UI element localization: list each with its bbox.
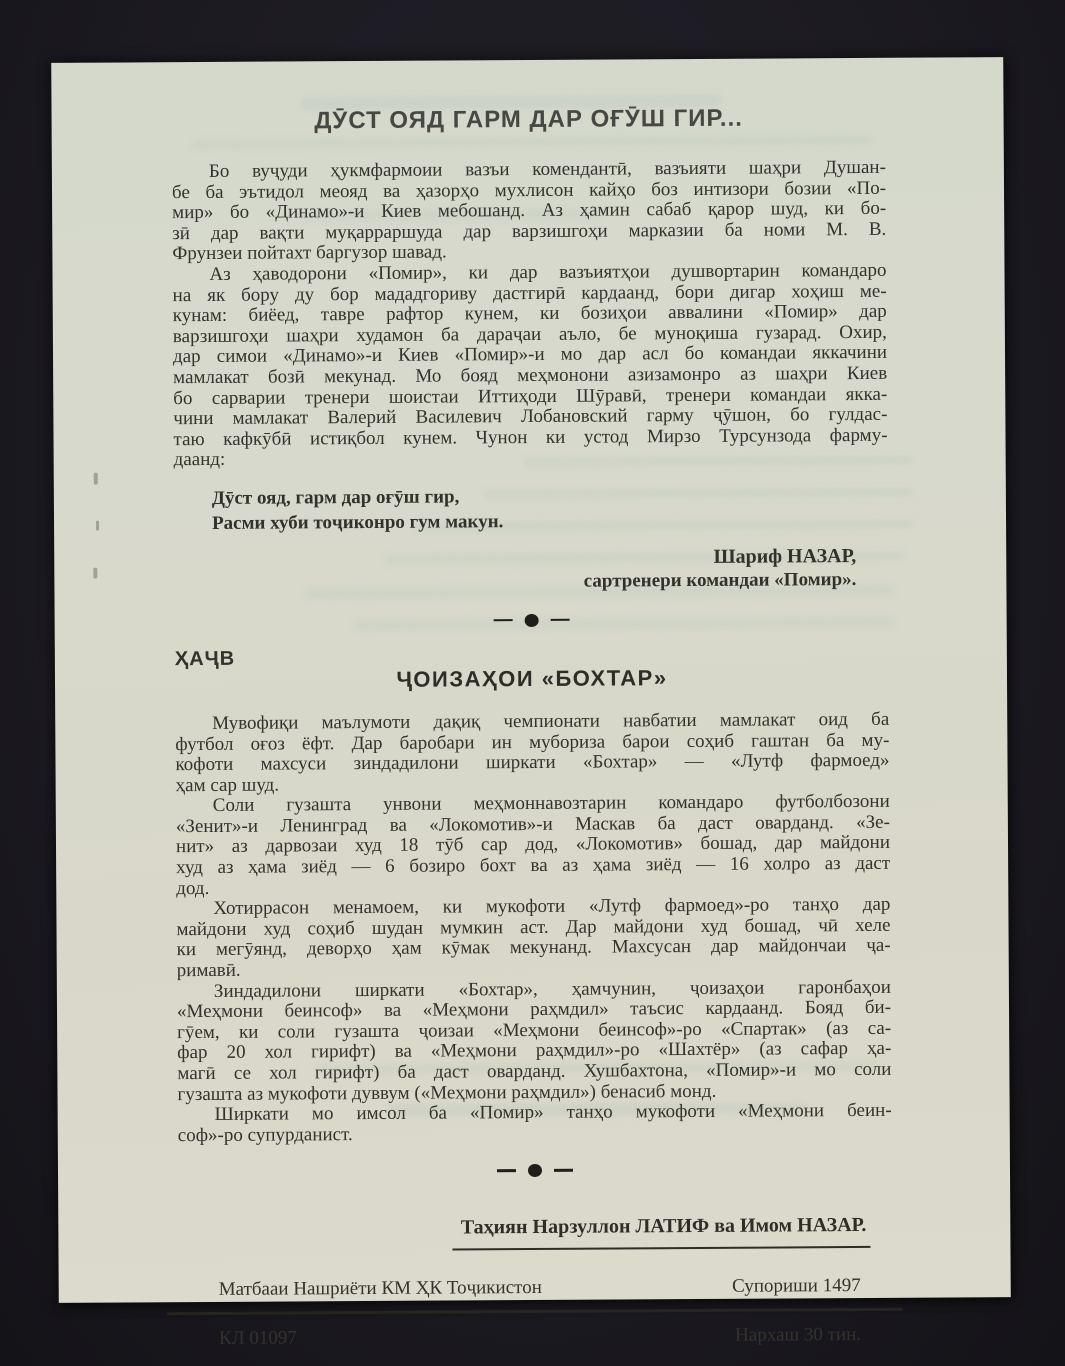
text-line: даанд: [173,449,226,471]
text-line: Мувофиқи маълумоти дақиқ чемпионати навбатии мамлакат оид ба [212,708,890,734]
article2-body [175,710,892,1147]
dash-ornament [551,619,570,622]
text-line: Аз ҳаводорони «Помир», ки дар вазъиятҳои душвортарин командаро [209,259,887,285]
page [51,57,1011,1350]
text-line: Соли гузашта унвони меҳмоннавозтарин командаро футболбозони [212,791,890,817]
price: Нархаш 30 тин. [735,1324,862,1347]
text-line: Бо вуҷуди ҳукмфармоии вазъи комендантӣ, вазъияти шаҳри Душан- [208,156,886,182]
text-line: гузашта аз мукофоти дуввум («Меҳмони раҳмдил») бенасиб монд. [177,1080,717,1105]
paragraph [176,792,891,899]
dash-ornament [554,1169,573,1172]
section-kicker: ҲАҶВ [174,647,236,671]
signature-role: сартренери командаи «Помир». [583,568,857,592]
text-line: худ аз ҳама зиёд — 6 бозиро бохт ва аз ҳама зиёд — 16 холро аз даст [176,852,891,879]
text-line: дар симои «Динамо»-и Киев «Помир»-и мо дар асл бо командаи яккачини [172,342,888,368]
text-line: зӣ дар вақти муқарраршуда дар варзишгоҳи марказии ба номи М. В. [172,218,887,244]
text-line: чини мамлакат Валерий Василевич Лобановский гарму ҷӯшон, бо гулдас- [173,403,888,430]
poem-line: Расми хуби тоҷиконро гум макун. [211,511,504,534]
text-line: магӣ се хол гирифт) ба даст оварданд. Хушбахтона, «Помир»-и мо соли [177,1058,892,1085]
byline-text: Таҳиян Нарзуллон ЛАТИФ ва Имом НАЗАР. [453,1214,871,1251]
text-line: дод. [176,877,210,899]
text-line: римавӣ. [176,959,241,982]
text-line: мамлакат бозӣ мекунад. Мо бояд меҳмонони азизамонро аз шаҳри Киев [173,362,888,389]
text-line: гӯем, ки соли гузашта ҷоизаи «Меҳмони беинсоф»-ро «Спартак» (аз са- [177,1017,892,1043]
dash-ornament [497,1169,516,1172]
poem-line: Дӯст ояд, гарм дар оғӯш гир, [211,486,460,509]
paragraph [176,895,890,982]
byline [178,1214,892,1252]
text-line: нит» аз дарвозаи худ 18 тӯб сар дод, «Локомотив» бошад, дар майдони [175,832,891,858]
dot-ornament [528,1164,542,1177]
paragraph [172,261,887,471]
text-line: мир» бо «Динамо»-и Киев мебошанд. Аз ҳамин сабаб қарор шуд, ки бо- [172,198,887,224]
article1-body [172,158,888,471]
text-line: фар 20 хол гирифт) ва «Меҳмони раҳмдил»-ро «Шахтёр» (аз сафар ҳа- [177,1038,892,1064]
text-line: таю кафкӯбӣ истиқбол кунем. Чунон ки устод Мирзо Турсунзода фарму- [173,424,888,450]
text-line: на як бору ду бор мададгориву дастгирӣ кардаанд, бори дигар хоҳиш ме- [172,280,887,306]
poem-couplet [212,482,888,536]
paragraph [172,158,887,265]
text-line: бе ба эътидол меояд ва ҳазорҳо мухлисон кайҳо боз интизори бозии «По- [171,177,887,203]
text-line: соф»-ро супурданист. [177,1123,353,1146]
paragraph [178,1101,892,1147]
text-line: футбол оғоз ёфт. Дар баробари ин мубориза барои соҳиб гаштан ба му- [175,729,890,755]
dot-ornament [525,613,539,626]
print-order-number: Супориши 1497 [732,1275,861,1298]
signature-block [174,544,888,596]
text-line: ки мегӯянд, деворҳо ҳам кӯмак мекунанд. Махсусан дар майдончаи ҷа- [176,935,891,961]
text-line: Фрунзеи пойтахт баргузор шавад. [172,241,447,265]
article2-title: ҶОИЗАҲОИ «БОХТАР» [396,665,668,692]
colophon [179,1274,893,1351]
text-line: «Меҳмони беинсоф» ва «Меҳмони раҳмдил» таъсис кардаанд. Бояд би- [176,997,892,1023]
colophon-rule [167,1308,903,1315]
page-content [51,57,1011,1352]
text-line: кунам: биёед, тавре рафтор кунем, ки бозиҳои аввалини «Помир» дар [172,300,887,327]
section-header [175,642,889,704]
ornament-divider [178,1158,892,1184]
text-line: Ширкати мо имсол ба «Помир» танҳо мукофоти «Меҳмони беин- [214,1099,892,1126]
text-line: кофоти махсуси зиндадилони ширкати «Бохтар» — «Лутф фармоед» [175,749,890,776]
article1-title: ДӮСТ ОЯД ГАРМ ДАР ОҒӮШ ГИР... [314,104,743,135]
paragraph [175,710,889,797]
text-line: бо сарварии тренери шоистаи Иттиҳоди Шӯравӣ, тренери командаи якка- [173,383,888,409]
text-line: майдони худ соҳиб шудан мумкин аст. Дар майдони худ бошад, чӣ хеле [176,914,891,941]
paragraph [177,977,892,1105]
text-line: «Зенит»-и Ленинград ва «Локомотив»-и Маскав ба даст оварданд. «Зе- [175,811,890,838]
text-line: ҳам сар шуд. [175,774,280,796]
printer-imprint: Матбааи Нашриёти КМ ҲК Тоҷикистон [218,1277,542,1301]
catalog-code: КЛ 01097 [218,1327,297,1350]
text-line: Хотиррасон менамоем, ки мукофоти «Лутф фармоед»-ро танҳо дар [213,894,891,920]
ornament-divider [175,608,889,634]
dash-ornament [494,619,513,622]
signature-name: Шариф НАЗАР, [713,544,857,568]
text-line: варзишгоҳи шаҳри худамон ба дараҷаи аъло, бе муноқиша гузарад. Охир, [172,321,887,347]
text-line: Зиндадилони ширкати «Бохтар», ҳамчунин, ҷоизаҳои гаронбаҳои [213,976,891,1002]
